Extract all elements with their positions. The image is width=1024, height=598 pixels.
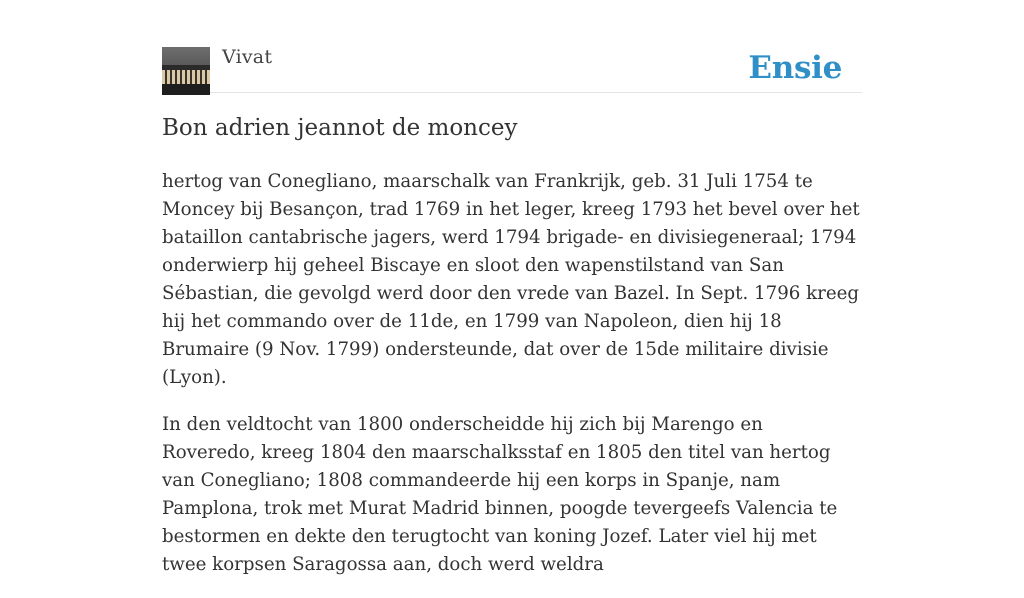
article-paragraph: In den veldtocht van 1800 onderscheidde hij zich bij Marengo en Roveredo, kreeg 1804 den maarschalksstaf en 1805 den titel van hertog van Conegliano; 1808 commandeerde hij een korps in Spanje, nam Pamplona, trok met Murat Madrid binnen, poogde tevergeefs Valencia te bestormen en dekte den terugtocht van koning Jozef. Later viel hij met twee korpsen Saragossa aan, doch werd weldra [162, 414, 838, 575]
article-body [162, 168, 862, 598]
author-avatar[interactable] [162, 47, 210, 95]
page [162, 0, 862, 575]
avatar-image-icon [162, 47, 210, 95]
author-name[interactable]: Vivat [222, 46, 273, 68]
article-title: Bon adrien jeannot de moncey [162, 115, 518, 141]
article-paragraph: hertog van Conegliano, maarschalk van Frankrijk, geb. 31 Juli 1754 te Moncey bij Besançon, trad 1769 in het leger, kreeg 1793 het bevel over het bataillon cantabrische jagers, werd 1794 brigade- en divisiegeneraal; 1794 onderwierp hij geheel Biscaye en sloot den wapenstilstand van San Sébastian, die gevolgd werd door den vrede van Bazel. In Sept. 1796 kreeg hij het commando over de 11de, en 1799 van Napoleon, dien hij 18 Brumaire (9 Nov. 1799) ondersteunde, dat over de 15de militaire divisie (Lyon). [162, 171, 860, 388]
brand-logo[interactable]: Ensie [748, 50, 842, 86]
header [162, 0, 862, 93]
